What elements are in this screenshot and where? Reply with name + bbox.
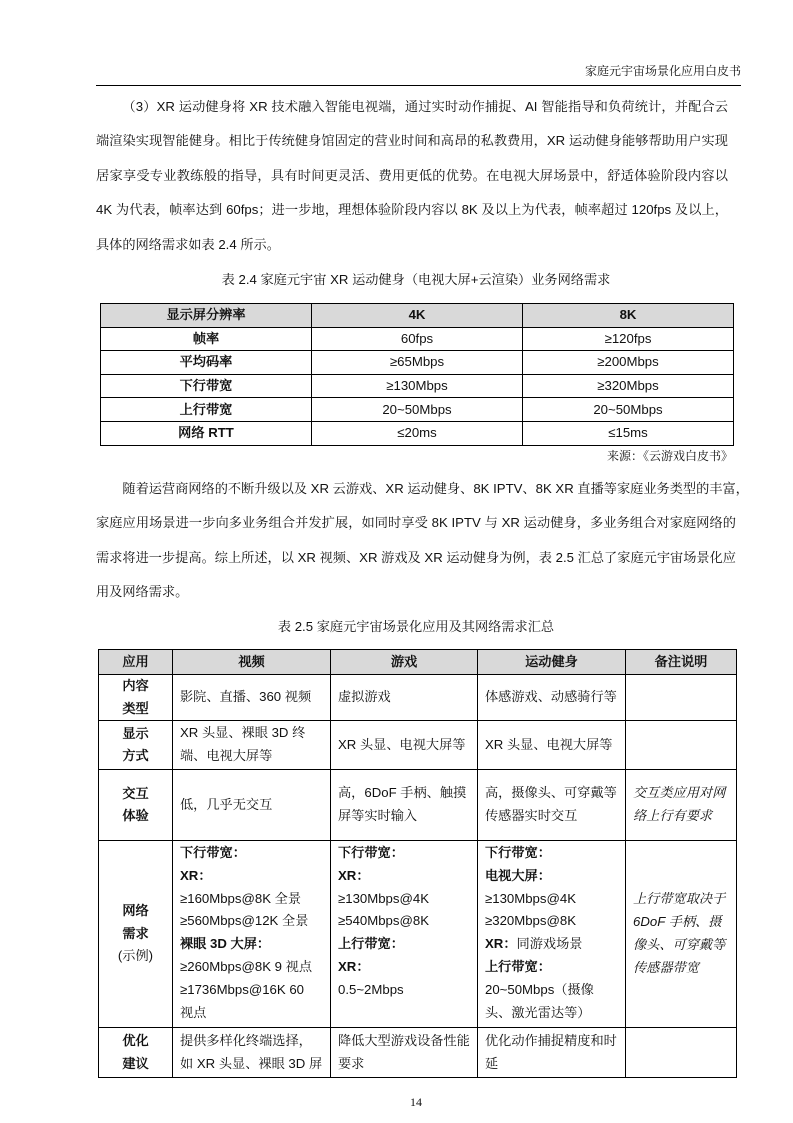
row-label-line: 显示	[122, 725, 149, 741]
cell-video	[173, 770, 331, 841]
paragraph-line: 随着运营商网络的不断升级以及 XR 云游戏、XR 运动健身、8K IPTV、8K XR 直播等家庭业务类型的丰富，	[122, 481, 749, 496]
cell-8k: ≥320Mbps	[523, 374, 734, 398]
table-header-row	[101, 304, 734, 328]
cell-8k: ≥120fps	[523, 327, 734, 351]
cell-note	[626, 770, 737, 841]
cell-line: 电视大屏：	[485, 867, 551, 883]
cell-line: 头、激光雷达等）	[485, 1004, 591, 1020]
cell-line: XR 头显、电视大屏等	[338, 736, 466, 752]
cell-line: 裸眼 3D 大屏：	[180, 936, 271, 952]
row-label	[99, 841, 173, 1028]
cell-line: 下行带宽：	[338, 845, 404, 860]
cell-line: 虚拟游戏	[338, 689, 391, 705]
cell-fitness	[478, 1028, 626, 1078]
paragraph-multi-service	[96, 472, 749, 610]
row-label	[99, 675, 173, 721]
cell-4k: ≥65Mbps	[312, 351, 523, 375]
row-label-line: 交互	[122, 785, 149, 801]
cell-8k: ≥200Mbps	[523, 351, 734, 375]
row-label: 网络 RTT	[101, 421, 312, 445]
cell-video	[173, 841, 331, 1028]
table-2-5	[98, 649, 737, 1078]
cell-line: 端、电视大屏等	[180, 748, 273, 763]
row-label-line: (示例)	[117, 948, 154, 964]
cell-line: 要求	[338, 1055, 365, 1071]
cell-line: XR：	[180, 867, 212, 883]
paragraph-line: 居家享受专业教练般的指导，具有时间更灵活、费用更低的优势。在电视大屏场景中，舒适体验阶段内容以	[96, 167, 728, 183]
cell-line: ≥560Mbps@12K 全景	[180, 913, 309, 929]
cell-video	[173, 1028, 331, 1078]
cell-line: ≥320Mbps@8K	[485, 913, 577, 929]
cell-game	[331, 1028, 478, 1078]
row-label: 下行带宽	[101, 374, 312, 398]
cell-line: 传感器带宽	[633, 959, 699, 975]
row-label-line: 方式	[122, 748, 149, 763]
column-header-fitness: 运动健身	[478, 650, 626, 675]
cell-4k: ≥130Mbps	[312, 374, 523, 398]
cell-line: ≥130Mbps@4K	[485, 890, 577, 906]
row-label-line: 建议	[122, 1055, 149, 1071]
cell-note-empty	[626, 675, 737, 721]
table-row-interaction	[99, 770, 737, 841]
row-label-line: 类型	[122, 700, 149, 716]
table-row	[101, 421, 734, 445]
cell-line: ≥260Mbps@8K 9 视点	[180, 958, 313, 974]
cell-line: 高，摄像头、可穿戴等	[485, 785, 617, 801]
cell-line: 上行带宽取决于	[633, 891, 726, 907]
cell-game	[331, 721, 478, 770]
table-row	[101, 351, 734, 375]
cell-line-label: XR：	[485, 936, 517, 952]
column-header-8k: 8K	[523, 304, 734, 328]
paragraph-line: 家庭应用场景进一步向多业务组合并发扩展，如同时享受 8K IPTV 与 XR 运动健身，多业务组合对家庭网络的	[96, 515, 736, 531]
cell-line: 下行带宽：	[180, 845, 246, 860]
cell-note	[626, 841, 737, 1028]
cell-line: 20~50Mbps（摄像	[485, 981, 594, 997]
cell-fitness	[478, 675, 626, 721]
row-label: 上行带宽	[101, 398, 312, 422]
column-header-notes: 备注说明	[626, 650, 737, 675]
row-label-line: 体验	[122, 808, 149, 823]
paragraph-xr-fitness	[96, 90, 728, 262]
cell-line: 影院、直播、360 视频	[180, 689, 312, 705]
row-label	[99, 770, 173, 841]
page-header-title: 家庭元宇宙场景化应用白皮书	[584, 64, 741, 78]
table-row-display	[99, 721, 737, 770]
cell-line: XR 头显、电视大屏等	[485, 736, 613, 752]
table-row	[101, 398, 734, 422]
table-row-network	[99, 841, 737, 1028]
column-header-4k: 4K	[312, 304, 523, 328]
row-label	[99, 721, 173, 770]
cell-line: 体感游戏、动感骑行等	[485, 689, 617, 705]
table-2-4	[100, 303, 734, 446]
table-row-optimization	[99, 1028, 737, 1078]
paragraph-line: （3）XR 运动健身将 XR 技术融入智能电视端，通过实时动作捕捉、AI 智能指导和负荷统计，并配合云	[122, 99, 728, 114]
cell-line: 下行带宽：	[485, 845, 551, 860]
cell-game	[331, 675, 478, 721]
cell-note-empty	[626, 1028, 737, 1078]
cell-line: ≥1736Mbps@16K 60	[180, 981, 305, 997]
cell-line: 交互类应用对网	[633, 785, 726, 801]
cell-line: 0.5~2Mbps	[338, 981, 404, 997]
cell-video	[173, 675, 331, 721]
row-label-line: 网络	[122, 903, 149, 919]
cell-fitness	[478, 721, 626, 770]
cell-4k: 20~50Mbps	[312, 398, 523, 422]
table-2-4-source: 来源：《云游戏白皮书》	[606, 449, 733, 463]
cell-line: 6DoF 手柄、摄	[633, 914, 722, 930]
cell-line	[485, 933, 618, 956]
column-header-video: 视频	[173, 650, 331, 675]
cell-line: 屏等实时输入	[338, 808, 418, 823]
cell-note-empty	[626, 721, 737, 770]
cell-line: 优化动作捕捉精度和时	[485, 1032, 617, 1048]
cell-line: XR 头显、裸眼 3D 终	[180, 725, 306, 741]
column-header-resolution: 显示屏分辨率	[101, 304, 312, 328]
column-header-game: 游戏	[331, 650, 478, 675]
cell-line: ≥160Mbps@8K 全景	[180, 890, 302, 906]
table-2-4-caption: 表 2.4 家庭元宇宙 XR 运动健身（电视大屏+云渲染）业务网络需求	[221, 272, 611, 287]
cell-line: XR：	[338, 958, 370, 974]
row-label: 平均码率	[101, 351, 312, 375]
cell-line: 传感器实时交互	[485, 808, 578, 823]
paragraph-line: 具体的网络需求如表 2.4 所示。	[96, 236, 280, 252]
cell-line: 络上行有要求	[633, 808, 713, 823]
cell-line: 视点	[180, 1004, 207, 1020]
row-label-line: 需求	[122, 925, 149, 941]
table-header-row	[99, 650, 737, 675]
row-label-line: 优化	[122, 1033, 149, 1049]
paragraph-line: 端渲染实现智能健身。相比于传统健身馆固定的营业时间和高昂的私教费用，XR 运动健身能够帮助用户实现	[96, 133, 728, 149]
header-rule	[96, 85, 741, 86]
row-label	[99, 1028, 173, 1078]
table-2-5-caption: 表 2.5 家庭元宇宙场景化应用及其网络需求汇总	[277, 619, 555, 634]
cell-line: 提供多样化终端选择，	[180, 1032, 312, 1048]
cell-line: ≥130Mbps@4K	[338, 890, 430, 906]
cell-line: 低，几乎无交互	[180, 796, 273, 812]
cell-line: 如 XR 头显、裸眼 3D 屏	[180, 1055, 323, 1071]
cell-line-value: 同游戏场景	[516, 936, 583, 952]
cell-game	[331, 841, 478, 1028]
cell-game	[331, 770, 478, 841]
cell-line: 上行带宽：	[485, 958, 551, 974]
cell-line: 上行带宽：	[338, 936, 404, 952]
cell-line: 高，6DoF 手柄、触摸	[338, 785, 467, 801]
cell-line: 延	[485, 1055, 499, 1071]
paragraph-line: 4K 为代表，帧率达到 60fps；进一步地，理想体验阶段内容以 8K 及以上为代表，帧率超过 120fps 及以上，	[96, 202, 728, 218]
cell-line: XR：	[338, 867, 370, 883]
cell-4k: ≤20ms	[312, 421, 523, 445]
cell-4k: 60fps	[312, 327, 523, 351]
column-header-application: 应用	[99, 650, 173, 675]
cell-video	[173, 721, 331, 770]
table-row	[101, 327, 734, 351]
cell-line: 像头、可穿戴等	[633, 937, 726, 952]
cell-line: 降低大型游戏设备性能	[338, 1032, 470, 1048]
table-row	[101, 374, 734, 398]
cell-fitness	[478, 841, 626, 1028]
paragraph-line: 用及网络需求。	[96, 584, 189, 600]
cell-8k: ≤15ms	[523, 421, 734, 445]
page-number: 14	[410, 1095, 422, 1109]
row-label: 帧率	[101, 327, 312, 351]
paragraph-line: 需求将进一步提高。综上所述，以 XR 视频、XR 游戏及 XR 运动健身为例，表 2.5 汇总了家庭元宇宙场景化应	[96, 549, 736, 565]
row-label-line: 内容	[122, 678, 149, 694]
table-row-content-type	[99, 675, 737, 721]
cell-8k: 20~50Mbps	[523, 398, 734, 422]
cell-fitness	[478, 770, 626, 841]
cell-line: ≥540Mbps@8K	[338, 913, 430, 929]
